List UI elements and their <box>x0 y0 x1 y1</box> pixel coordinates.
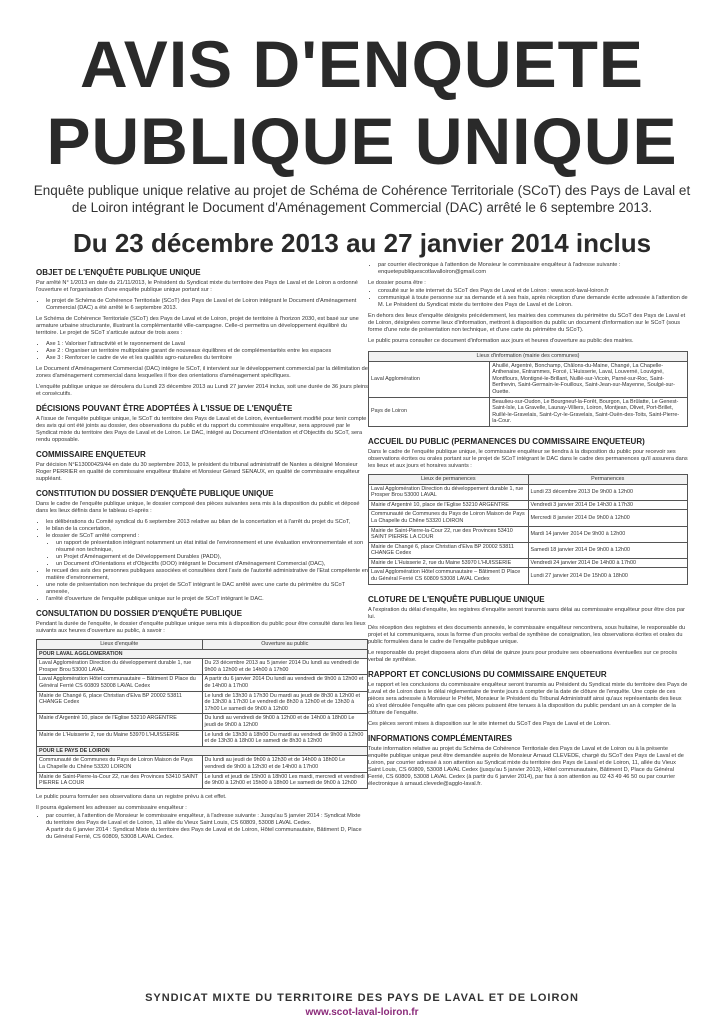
table-row <box>369 526 688 542</box>
table-cell: Mairie de L'Huisserie 2, rue du Maine 53970 L'HUISSERIE <box>369 558 529 568</box>
commissaire-heading: COMMISSAIRE ENQUETEUR <box>36 450 146 459</box>
decisions-paragraph: A l'issue de l'enquête publique unique, le SCoT du territoire des Pays de Laval et de Loiron, éventuellement modifié pour tenir compte des avis qui ont été joints au dossier, des observations du public et du rapport du commissaire enquêteur, sera approuvé par le Syndicat mixte du territoire des Pays de Laval et de Loiron. Le DAC, intégré au Document d'Orientation et d'Objectifs du SCoT, sera rendu opposable. <box>36 416 367 443</box>
dossier-paragraph: Le dossier pourra être : <box>368 280 426 286</box>
consultation-heading: CONSULTATION DU DOSSIER D'ENQUÊTE PUBLIQUE <box>36 609 242 618</box>
objet-list <box>36 298 368 312</box>
infos-heading: INFORMATIONS COMPLÉMENTAIRES <box>368 733 513 743</box>
cloture-heading: CLOTURE DE L'ENQUÊTE PUBLIQUE UNIQUE <box>368 594 545 604</box>
table-cell: Beaulieu-sur-Oudon, Le Bourgneuf-la-Forêt, Bourgon, La Brûlatte, Le Genest-Saint-Isle, La Gravelle, Launay-Villiers, Loiron, Montjean, Olivet, Port-Brillet, Ruillé-le-Gravelais, Saint-Cyr-le-Gravelais, Saint-Ouën-des-Toits, Saint-Pierre-la-Cour. <box>490 397 688 426</box>
table-cell: Mairie de Saint-Pierre-la-Cour 22, rue des Provinces 53410 SAINT PIERRE LA COUR <box>37 772 203 788</box>
table-row <box>369 500 688 510</box>
left-column <box>36 262 368 845</box>
table-cell: Communauté de Communes du Pays de Loiron Maison de Pays La Chapelle du Chêne 53320 LOIRON <box>369 510 529 526</box>
cloture-paragraph: Le responsable du projet disposera alors d'un délai de quinze jours pour produire ses observations éventuelles sur ce procès verbal de synthèse. <box>368 649 678 663</box>
constitution-item: • les délibérations du Comité syndical du 6 septembre 2013 relative au bilan de la concertation et à l'arrêt du projet du SCoT, <box>46 519 368 526</box>
table-cell: Le lundi de 13h30 à 18h00 Du mardi au vendredi de 9h00 à 12h00 et de 13h30 à 18h00 Le samedi de 8h30 à 12h00 <box>202 730 368 746</box>
objet-heading: OBJET DE L'ENQUÊTE PUBLIQUE UNIQUE <box>36 268 201 277</box>
table-row <box>37 772 368 788</box>
rapport-paragraph: Le rapport et les conclusions du commissaire enquêteur seront transmis au Président du Syndicat mixte du territoire des Pays de Laval et de Loiron dans le délai réglementaire de trente jours à compter de la date de clôture de l'enquête. Une copie de ces pièces sera adressée à Monsieur le Préfet, Monsieur le Président du Tribunal Administratif ainsi qu'aux représentants des lieux où s'est déroulée l'enquête afin que ces pièces puissent être tenues à la disposition du public pendant un an à compter de la clôture de l'enquête. <box>368 681 688 716</box>
table-header: Permanences <box>528 474 688 484</box>
table-section: POUR LE PAYS DE LOIRON <box>37 746 368 756</box>
scot-paragraph: Le Schéma de Cohérence Territoriale (SCoT) des Pays de Laval et de Loiron, projet de territoire à l'horizon 2030, est basé sur une armature urbaine structurante, illustrant la complémentarité ville-campagne. Celle-ci permettra un développement équilibré du territoire. Le projet de SCoT s'articule autour de trois axes : <box>36 316 359 336</box>
axe-item: • Axe 1 : Valoriser l'attractivité et le rayonnement de Laval <box>46 341 368 348</box>
table-row <box>37 691 368 714</box>
footer-organisation: SYNDICAT MIXTE DU TERRITOIRE DES PAYS DE LAVAL ET DE LOIRON <box>145 992 579 1004</box>
accueil-paragraph: Dans le cadre de l'enquête publique unique, le commissaire enquêteur se tiendra à la disposition du public pour recevoir ses observations écrites ou orales portant sur le projet de SCoT intégrant le DAC dans le cadre des permanences qu'il assurera dans les lieux et aux jours et horaires suivants : <box>368 448 688 469</box>
table-row <box>37 659 368 675</box>
table-cell: Laval Agglomération <box>369 361 490 397</box>
right-column <box>368 262 688 792</box>
table-header: Lieux d'information (mairie des communes) <box>369 352 688 362</box>
footer-website-link[interactable]: www.scot-laval-loiron.fr <box>305 1007 419 1018</box>
table-cell: Du lundi au vendredi de 9h00 à 12h00 et de 14h00 à 18h00 Le jeudi de 9h00 à 12h00 <box>202 714 368 730</box>
email-list <box>368 262 688 276</box>
table-cell: Mairie de Changé 6, place Christian d'Elva BP 20002 53811 CHANGE Cedex <box>369 542 529 558</box>
register-paragraph: Le public pourra formuler ses observations dans un registre prévu à cet effet. <box>36 793 227 800</box>
table-cell: Laval Agglomération Direction du développement durable 1, rue Prosper Brou 53000 LAVAL <box>37 659 203 675</box>
table-cell: Mairie de L'Huisserie 2, rue du Maine 53970 L'HUISSERIE <box>37 730 203 746</box>
info-table <box>368 351 688 427</box>
table-cell: Mercredi 8 janvier 2014 De 9h00 à 12h00 <box>528 510 688 526</box>
table-cell: Mairie de Changé 6, place Christian d'Elva BP 20002 53811 CHANGE Cedex <box>37 691 203 714</box>
table-cell: Du lundi au jeudi de 9h00 à 12h30 et de 14h00 à 18h00 Le vendredi de 9h00 à 12h30 et de 14h00 à 17h00 <box>202 756 368 772</box>
constitution-item: • un rapport de présentation intégrant notamment un état initial de l'environnement et une évaluation environnementale et son résumé non technique, <box>56 540 368 554</box>
dossier-item: • consulté sur le site internet du SCoT des Pays de Laval et de Loiron : www.scot-laval-loiron.fr <box>378 288 688 295</box>
table-row <box>37 730 368 746</box>
table-cell: Vendredi 24 janvier 2014 De 14h00 à 17h00 <box>528 558 688 568</box>
table-row <box>37 756 368 772</box>
table-row <box>37 675 368 691</box>
objet-paragraph: Par arrêté N° 1/2013 en date du 21/11/2013, le Président du Syndicat mixte du territoire des Pays de Laval et de Loiron a ordonné l'ouverture et l'organisation d'une enquête publique unique portant sur : <box>36 280 358 293</box>
cloture-paragraph: Dès réception des registres et des documents annexés, le commissaire enquêteur rencontrera, sous huitaine, le responsable du projet et lui communiquera, sous la forme d'un procès verbal de synthèse de consignation, les observations écrites et orales du public formulées dans le cadre de l'enquête publique unique. <box>368 624 686 645</box>
table-header: Lieux de permanences <box>369 474 529 484</box>
duration-paragraph: L'enquête publique unique se déroulera du Lundi 23 décembre 2013 au Lundi 27 janvier 2014 inclus, soit une durée de 36 jours pleins et consécutifs. <box>36 384 368 397</box>
accueil-heading: ACCUEIL DU PUBLIC (PERMANENCES DU COMMISSAIRE ENQUETEUR) <box>368 436 645 446</box>
commissaire-paragraph: Par décision N°E13000429/44 en date du 30 septembre 2013, le président du tribunal administratif de Nantes a désigné Monsieur Roger PERRIER en qualité de commissaire enquêteur titulaire et Monsieur Gérard SENAUX, en qualité de commissaire enquêteur suppléant. <box>36 462 360 482</box>
table-row <box>369 542 688 558</box>
constitution-list <box>36 519 368 603</box>
table-cell: Vendredi 3 janvier 2014 De 14h30 à 17h30 <box>528 500 688 510</box>
table-cell: Laval Agglomération Hôtel communautaire – Bâtiment D Place du Général Ferrié CS 60809 53008 LAVAL Cedex <box>37 675 203 691</box>
axes-list <box>36 341 368 362</box>
consultation-paragraph: Pendant la durée de l'enquête, le dossier d'enquête publique unique sera mis à disposition du public pour être consulté dans les lieux suivants aux heures d'ouverture au public, à savoir : <box>36 621 366 634</box>
rapport-paragraph: Ces pièces seront mises à disposition sur le site internet du SCoT des Pays de Laval et de Loiron. <box>368 720 611 727</box>
title-line-2: PUBLIQUE UNIQUE <box>46 104 678 178</box>
table-cell: Mairie d'Argentré 10, place de l'Eglise 53210 ARGENTRE <box>37 714 203 730</box>
table-cell: Mairie de Saint-Pierre-la-Cour 22, rue des Provinces 53410 SAINT PIERRE LA COUR <box>369 526 529 542</box>
axe-item: • Axe 3 : Renforcer le cadre de vie et les qualités agro-naturelles du territoire <box>46 355 368 362</box>
infos-paragraph: Toute information relative au projet du Schéma de Cohérence Territoriale des Pays de Laval et de Loiron ou à la présente enquête publique unique peut être demandée auprès de Monsieur Arnaud CLEVEDE, chargé du SCoT des Pays de Laval et de Loiron, par courrier adressé à son attention au Syndicat mixte du territoire des Pays de Laval et de Loiron, 11, allée du Vieux Saint Louis, CS 60809, 53008 LAVAL Cedex (jusqu'au 5 janvier 2013), Hôtel communautaire, Bâtiment D, Place du Général Ferrié, CS 60809, 53008 LAVAL Cedex (à partir du 6 janvier 2014), par fax à son attention au 02 43 49 46 50 ou par courrier électronique à arnaud.clevede@agglo-laval.fr. <box>368 745 684 787</box>
cloture-paragraph: A l'expiration du délai d'enquête, les registres d'enquête seront transmis sans délai au commissaire enquêteur pour être clos par lui. <box>368 606 685 620</box>
dac-paragraph: Le Document d'Aménagement Commercial (DAC) intègre le SCoT, il intervient sur le développement commercial par la délimitation de zones d'aménagement commercial dans lesquelles il fixe des orientations d'aménagement spécifiques. <box>36 366 368 379</box>
table-cell: Samedi 18 janvier 2014 De 9h00 à 12h00 <box>528 542 688 558</box>
enquiry-dates: Du 23 décembre 2013 au 27 janvier 2014 inclus <box>72 228 652 258</box>
table-cell: Mairie d'Argentré 10, place de l'Eglise 53210 ARGENTRE <box>369 500 529 510</box>
adresser-item: • par courrier, à l'attention de Monsieur le commissaire enquêteur, à l'adresse suivante : Jusqu'au 5 janvier 2014 : Syndicat Mixte du territoire des Pays de Laval et de Loiron, 11 allée du Vieux Saint Louis, CS 60809, 53008 LAVAL Cedex. <box>46 813 368 827</box>
table-cell: Communauté de Communes du Pays de Loiron Maison de Pays La Chapelle du Chêne 53320 LOIRON <box>37 756 203 772</box>
table-row <box>37 714 368 730</box>
constitution-item: • le recueil des avis des personnes publiques associées et consultées dont l'avis de l'autorité administrative de l'Etat compétente en matière d'environnement, <box>46 568 368 582</box>
objet-item: • le projet de Schéma de Cohérence Territoriale (SCoT) des Pays de Laval et de Loiron intégrant le Document d'Aménagement Commercial (DAC) a été arrêté le 6 septembre 2013. <box>46 298 368 312</box>
permanences-table <box>368 474 688 585</box>
table-cell: Le lundi et jeudi de 15h00 à 18h00 Les mardi, mercredi et vendredi de 9h00 à 12h00 et 15h00 à 18h00 Le samedi de 9h00 à 12h00 <box>202 772 368 788</box>
title-line-1: AVIS D'ENQUETE <box>80 27 644 101</box>
table-section: POUR LAVAL AGGLOMERATION <box>37 649 368 659</box>
table-row <box>369 361 688 397</box>
constitution-item: • l'arrêté d'ouverture de l'enquête publique unique sur le projet de SCoT intégrant le DAC. <box>46 596 368 603</box>
table-header: Lieux d'enquête <box>37 640 203 650</box>
axe-item: • Axe 2 : Organiser un territoire multipolaire garant de nouveaux équilibres et de complémentarités entre les espaces <box>46 348 368 355</box>
adresser-list <box>36 813 368 841</box>
table-cell: Lundi 27 janvier 2014 De 15h00 à 18h00 <box>528 568 688 584</box>
constitution-item: • un Document d'Orientations et d'Objectifs (DOO) intégrant le Document d'Aménagement Commercial (DAC), <box>56 561 368 568</box>
table-row <box>369 484 688 500</box>
subtitle: Enquête publique unique relative au projet de Schéma de Cohérence Territoriale (SCoT) des Pays de Laval et de Loiron intégrant le Document d'Aménagement Commercial (DAC) arrêté le 6 septembre 2013. <box>33 183 691 215</box>
dossier-item: • communiqué à toute personne sur sa demande et à ses frais, après réception d'une demande écrite adressée à l'attention de M. Le Président du Syndicat mixte du territoire des Pays de Laval et de Loiron. <box>378 295 688 309</box>
table-cell: Ahuillé, Argentré, Bonchamp, Châlons-du-Maine, Changé, La Chapelle-Anthenaise, Entrammes, Forcé, L'Huisserie, Laval, Louverné, Louvigné, Montflours, Montigné-le-Brillant, Nuillé-sur-Vicoin, Parné-sur-Roc, Saint-Berthevin, Saint-Germain-le-Fouilloux, Saint-Jean-sur-Mayenne, Soulgé-sur-Ouette. <box>490 361 688 397</box>
table-cell: Laval Agglomération Direction du développement durable 1, rue Prosper Brou 53000 LAVAL <box>369 484 529 500</box>
table-cell: Mardi 14 janvier 2014 De 9h00 à 12h00 <box>528 526 688 542</box>
table-cell: Le lundi de 13h30 à 17h30 Du mardi au jeudi de 8h30 à 12h00 et de 13h30 à 17h30 Le vendredi de 8h30 à 12h00 et de 13h30 à 17h00 Le samedi de 9h00 à 12h00 <box>202 691 368 714</box>
table-cell: A partir du 6 janvier 2014 Du lundi au vendredi de 9h00 à 12h00 et de 14h00 à 17h00 <box>202 675 368 691</box>
adresser-paragraph: Il pourra également les adresser au commissaire enquêteur : <box>36 804 187 811</box>
table-cell: Pays de Loiron <box>369 397 490 426</box>
mairies-paragraph: En dehors des lieux d'enquête désignés précédemment, les mairies des communes du périmètre du SCoT des Pays de Laval et de Loiron, désignées comme lieux d'information, mettront à disposition du public un document d'information sur le SCoT (sous forme d'une note de présentation non technique, et d'une carte du périmètre du SCoT). <box>368 313 686 333</box>
adresser-item: A partir du 6 janvier 2014 : Syndicat Mixte du territoire des Pays de Laval et de Loiron, Hôtel communautaire, Bâtiment D, Place du Général Ferrié, CS 60809, 53008 LAVAL Cedex. <box>46 826 362 840</box>
table-cell: Lundi 23 décembre 2013 De 9h00 à 12h00 <box>528 484 688 500</box>
consultation-table <box>36 639 368 789</box>
rapport-heading: RAPPORT ET CONCLUSIONS DU COMMISSAIRE ENQUETEUR <box>368 669 607 679</box>
constitution-paragraph: Dans le cadre de l'enquête publique unique, le dossier composé des pièces suivantes sera mis à la disposition du public et déposé dans les lieux définis dans le tableau ci-après : <box>36 501 360 514</box>
table-row <box>369 568 688 584</box>
table-cell: Laval Agglomération Hôtel communautaire – Bâtiment D Place du Général Ferrié CS 60809 53008 LAVAL Cedex <box>369 568 529 584</box>
table-row <box>369 558 688 568</box>
constitution-heading: CONSTITUTION DU DOSSIER D'ENQUÊTE PUBLIQUE UNIQUE <box>36 489 274 498</box>
constitution-item: • une note de présentation non technique du projet de SCoT intégrant le DAC arrêté avec une carte du périmètre du SCoT annexée, <box>46 582 368 596</box>
constitution-item: • le dossier de SCoT arrêté comprend : <box>46 533 368 540</box>
dossier-list <box>368 288 688 309</box>
decisions-heading: DÉCISIONS POUVANT ÊTRE ADOPTÉES À L'ISSUE DE L'ENQUÊTE <box>36 404 293 413</box>
table-row <box>369 397 688 426</box>
table-cell: Du 23 décembre 2013 au 5 janvier 2014 Du lundi au vendredi de 9h00 à 12h00 et de 14h00 à 17h00 <box>202 659 368 675</box>
info-paragraph: Le public pourra consulter ce document d'information aux jours et heures d'ouverture au public des mairies. <box>368 338 634 344</box>
email-item: • par courrier électronique à l'attention de Monsieur le commissaire enquêteur à l'adresse suivante : enquetepubliquescotlavalloiron@gmail.com <box>378 262 688 276</box>
table-header: Ouverture au public <box>202 640 368 650</box>
constitution-item: • un Projet d'Aménagement et de Développement Durables (PADD), <box>56 554 368 561</box>
table-row <box>369 510 688 526</box>
constitution-item: • le bilan de la concertation, <box>46 526 368 533</box>
